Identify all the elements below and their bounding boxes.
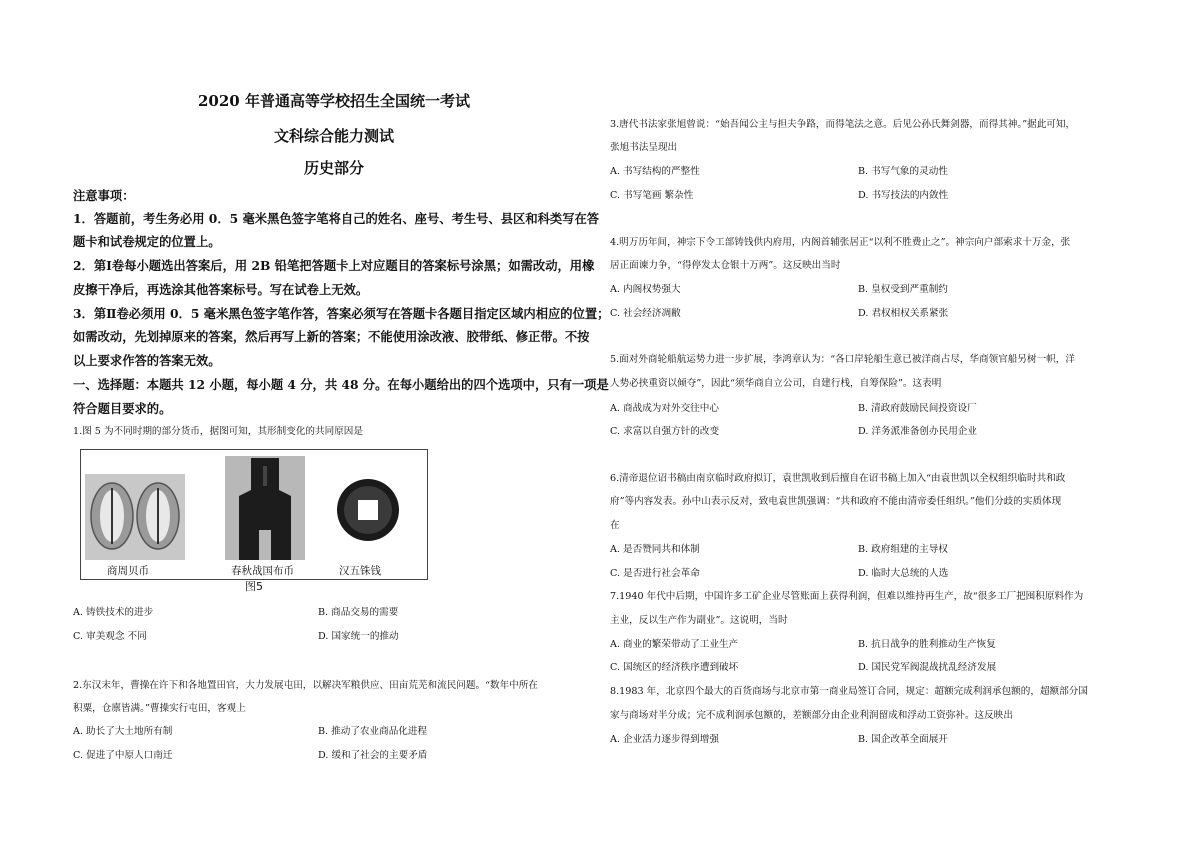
question-1-option-b: B. 商品交易的需要 xyxy=(318,607,399,618)
question-3-stem-line-1: 3.唐代书法家张旭曾说：“始吾闻公主与担夫争路，而得笔法之意。后见公孙氏舞剑器，而得其神。”据此可知， xyxy=(610,119,1076,130)
question-5-stem-line-2: 人势必挟重资以倾夺”，因此“须华商自立公司，自建行栈，自筹保险”。这表明 xyxy=(610,378,942,389)
question-6-option-a: A. 是否赞同共和体制 xyxy=(610,544,700,555)
question-3-stem-line-2: 张旭书法呈现出 xyxy=(610,142,678,153)
section-title: 历史部分 xyxy=(303,159,364,177)
notice-item-1-line-1: 1．答题前，考生务必用 0．5 毫米黑色签字笔将自己的姓名、座号、考生号、县区和科类写在答 xyxy=(73,211,600,226)
notice-item-3-line-2: 如需改动，先划掉原来的答案，然后再写上新的答案；不能使用涂改液、胶带纸、修正带。不按 xyxy=(73,329,590,344)
question-2-option-d: D. 缓和了社会的主要矛盾 xyxy=(318,750,428,761)
question-6-option-b: B. 政府组建的主导权 xyxy=(858,544,948,555)
wuzhu-coin-image xyxy=(335,477,401,543)
question-6-option-c: C. 是否进行社会革命 xyxy=(610,568,700,579)
question-2-option-c: C. 促进了中原人口南迁 xyxy=(73,750,173,761)
question-7-option-d: D. 国民党军阀混战扰乱经济发展 xyxy=(858,662,997,673)
question-3-option-a: A. 书写结构的严整性 xyxy=(610,166,700,177)
notice-item-3-line-1: 3．第Ⅱ卷必须用 0．5 毫米黑色签字笔作答，答案必须写在答题卡各题目指定区域内相应的位置； xyxy=(73,306,610,321)
section-1-line-2: 符合题目要求的。 xyxy=(73,401,172,416)
notice-item-2-line-1: 2．第Ⅰ卷每小题选出答案后，用 2B 铅笔把答题卡上对应题目的答案标号涂黑；如需改动，用橡 xyxy=(73,258,595,273)
question-4-stem-line-2: 居正面谏力争，“得停发太仓银十万两”。这反映出当时 xyxy=(610,260,841,271)
question-1-option-c: C. 审美观念 不同 xyxy=(73,631,147,642)
question-8-stem-line-1: 8.1983 年，北京四个最大的百货商场与北京市第一商业局签订合同，规定：超额完成利润承包额的，超额部分国 xyxy=(610,686,1088,697)
spade-money-label: 春秋战国布币 xyxy=(231,565,294,577)
question-5-option-c: C. 求富以自强方针的改变 xyxy=(610,426,720,437)
question-4-option-d: D. 君权相权关系紧张 xyxy=(858,308,949,319)
question-6-stem-line-3: 在 xyxy=(610,520,620,531)
question-3-option-b: B. 书写气象的灵动性 xyxy=(858,166,948,177)
shell-money-image xyxy=(85,474,185,560)
question-2-stem-line-2: 积粟，仓廪皆满。”曹操实行屯田，客观上 xyxy=(73,703,246,714)
question-5-option-a: A. 商战成为对外交往中心 xyxy=(610,403,719,414)
wuzhu-coin-label: 汉五铢钱 xyxy=(339,565,381,577)
question-2-option-a: A. 助长了大土地所有制 xyxy=(73,726,173,737)
notice-item-2-line-2: 皮擦干净后，再选涂其他答案标号。写在试卷上无效。 xyxy=(73,282,369,297)
question-7-stem-line-1: 7.1940 年代中后期，中国许多工矿企业尽管账面上获得利润，但难以维持再生产，故“很多工厂把囤积原料作为 xyxy=(610,591,1084,602)
question-6-stem-line-1: 6.清帝退位诏书稿由南京临时政府拟订，袁世凯收到后擅自在诏书稿上加入“由袁世凯以全权组织临时共和政 xyxy=(610,473,1066,484)
question-3-option-d: D. 书写技法的内敛性 xyxy=(858,190,949,201)
question-1-option-d: D. 国家统一的推动 xyxy=(318,631,399,642)
exam-subtitle: 文科综合能力测试 xyxy=(273,127,394,145)
question-1-option-a: A. 铸铁技术的进步 xyxy=(73,607,154,618)
shell-money-label: 商周贝币 xyxy=(107,565,149,577)
question-4-option-b: B. 皇权受到严重制约 xyxy=(858,284,948,295)
spade-money-image xyxy=(225,456,305,560)
section-1-line-1: 一、选择题：本题共 12 小题，每小题 4 分，共 48 分。在每小题给出的四个选项中，只有一项是 xyxy=(73,377,609,392)
question-5-stem-line-1: 5.面对外商轮船航运势力进一步扩展，李鸿章认为：“各口岸轮船生意已被洋商占尽，华商领官船另树一帜，洋 xyxy=(610,354,1075,365)
question-4-option-c: C. 社会经济凋敝 xyxy=(610,308,681,319)
question-2-option-b: B. 推动了农业商品化进程 xyxy=(318,726,428,737)
question-5-option-b: B. 清政府鼓励民间投资设厂 xyxy=(858,403,977,414)
question-2-stem-line-1: 2.东汉末年，曹操在许下和各地置田官，大力发展屯田，以解决军粮供应、田亩荒芜和流民问题。“数年中所在 xyxy=(73,680,538,691)
question-8-option-b: B. 国企改革全面展开 xyxy=(858,734,948,745)
figure-caption: 图5 xyxy=(245,580,263,593)
question-1-stem: 1.图 5 为不同时期的部分货币，据图可知，其形制变化的共同原因是 xyxy=(73,426,363,437)
question-3-option-c: C. 书写笔画 繁杂性 xyxy=(610,190,694,201)
notice-heading: 注意事项： xyxy=(73,188,135,203)
question-7-option-a: A. 商业的繁荣带动了工业生产 xyxy=(610,639,739,650)
question-4-option-a: A. 内阁权势强大 xyxy=(610,284,681,295)
question-6-option-d: D. 临时大总统的人选 xyxy=(858,568,949,579)
question-7-stem-line-2: 主业，反以生产作为副业”。这说明，当时 xyxy=(610,615,788,626)
question-4-stem-line-1: 4.明万历年间，神宗下令工部铸钱供内府用，内阁首辅张居正“以利不胜费止之”。神宗向户部索求十万金，张 xyxy=(610,237,1071,248)
currency-figure xyxy=(80,449,428,580)
notice-item-1-line-2: 题卡和试卷规定的位置上。 xyxy=(73,234,221,249)
exam-title: 2020 年普通高等学校招生全国统一考试 xyxy=(198,92,470,110)
question-5-option-d: D. 洋务派准备创办民用企业 xyxy=(858,426,977,437)
question-8-option-a: A. 企业活力逐步得到增强 xyxy=(610,734,719,745)
question-7-option-b: B. 抗日战争的胜利推动生产恢复 xyxy=(858,639,996,650)
question-6-stem-line-2: 府”等内容发表。孙中山表示反对，致电袁世凯强调：“共和政府不能由清帝委任组织。”他们分歧的实质体现 xyxy=(610,496,1062,507)
question-7-option-c: C. 国统区的经济秩序遭到破坏 xyxy=(610,662,739,673)
question-8-stem-line-2: 家与商场对半分成；完不成利润承包额的，差额部分由企业利润留成和浮动工资弥补。这反映出 xyxy=(610,710,1013,721)
notice-item-3-line-3: 以上要求作答的答案无效。 xyxy=(73,353,221,368)
